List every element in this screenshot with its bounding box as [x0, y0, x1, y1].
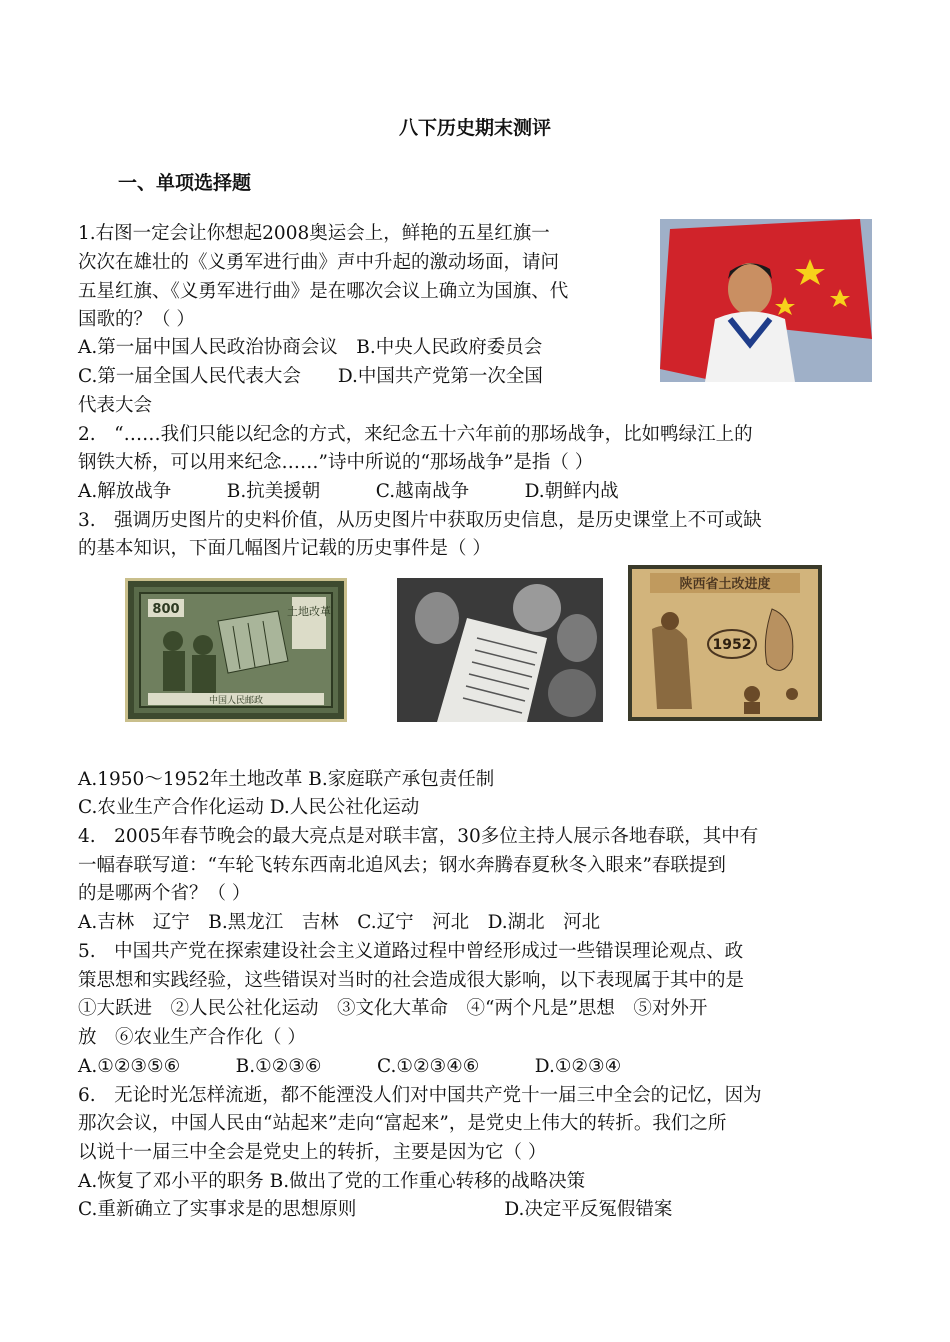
option-line: 代表大会 [78, 395, 153, 416]
option-line: A.1950～1952年土地改革 B.家庭联产承包责任制 [78, 769, 495, 790]
stamp-value: 800 [152, 602, 180, 617]
poster-heading: 陕西省土改进度 [679, 577, 771, 592]
text-line: 策思想和实践经验，这些错误对当时的社会造成很大影响，以下表现属于其中的是 [78, 970, 745, 991]
text-line: 国歌的？（ ） [78, 309, 195, 330]
text-line: 次次在雄壮的《义勇军进行曲》声中升起的激动场面，请问 [78, 252, 560, 273]
option-line: C.农业生产合作化运动 D.人民公社化运动 [78, 797, 420, 818]
text-line: 1.右图一定会让你想起2008奥运会上，鲜艳的五星红旗一 [78, 223, 550, 244]
text-line: 那次会议，中国人民由“站起来”走向“富起来”，是党史上伟大的转折。我们之所 [78, 1113, 727, 1134]
option-line: A.第一届中国人民政治协商会议 B.中央人民政府委员会 [78, 337, 543, 358]
option-line: A.恢复了邓小平的职务 B.做出了党的工作重心转移的战略决策 [78, 1171, 586, 1192]
poster-year: 1952 [712, 637, 752, 653]
text-line: ①大跃进 ②人民公社化运动 ③文化大革命 ④“两个凡是”思想 ⑤对外开 [78, 998, 708, 1019]
text-line: 4. 2005年春节晚会的最大亮点是对联丰富，30多位主持人展示各地春联，其中有 [78, 826, 759, 847]
stamp-vertical-text: 土地改革 [287, 605, 331, 618]
newspaper-reading-photo [397, 578, 603, 722]
text-line: 6. 无论时光怎样流逝，都不能湮没人们对中国共产党十一届三中全会的记忆，因为 [78, 1085, 762, 1106]
text-line: 3. 强调历史图片的史料价值，从历史图片中获取历史信息，是历史课堂上不可或缺 [78, 510, 762, 531]
stamp-bottom-text: 中国人民邮政 [208, 696, 264, 706]
text-line: 5. 中国共产党在探索建设社会主义道路过程中曾经形成过一些错误理论观点、政 [78, 941, 744, 962]
land-reform-stamp-image [125, 578, 347, 722]
option-line: C.重新确立了实事求是的思想原则 D.决定平反冤假错案 [78, 1199, 673, 1220]
text-line: 2. “……我们只能以纪念的方式，来纪念五十六年前的那场战争，比如鸭绿江上的 [78, 424, 753, 445]
page-title: 八下历史期末测评 [398, 117, 551, 139]
text-line: 的基本知识，下面几幅图片记载的历史事件是（ ） [78, 538, 491, 559]
option-line: C.第一届全国人民代表大会 D.中国共产党第一次全国 [78, 366, 543, 387]
option-line: A.解放战争 B.抗美援朝 C.越南战争 D.朝鲜内战 [78, 481, 619, 502]
text-line: 的是哪两个省？（ ） [78, 883, 251, 904]
athlete-flag-photo [660, 219, 872, 382]
text-line: 钢铁大桥，可以用来纪念……”诗中所说的“那场战争”是指（ ） [78, 452, 594, 473]
section-heading: 一、单项选择题 [118, 172, 252, 194]
land-reform-progress-poster [628, 565, 822, 721]
text-line: 一幅春联写道：“车轮飞转东西南北追风去；钢水奔腾春夏秋冬入眼来”春联提到 [78, 855, 726, 876]
text-line: 五星红旗、《义勇军进行曲》是在哪次会议上确立为国旗、代 [78, 281, 569, 302]
text-line: 放 ⑥农业生产合作化（ ） [78, 1027, 306, 1048]
text-line: 以说十一届三中全会是党史上的转折，主要是因为它（ ） [78, 1142, 547, 1163]
option-line: A.吉林 辽宁 B.黑龙江 吉林 C.辽宁 河北 D.湖北 河北 [78, 912, 601, 933]
option-line: A.①②③⑤⑥ B.①②③⑥ C.①②③④⑥ D.①②③④ [78, 1056, 622, 1077]
